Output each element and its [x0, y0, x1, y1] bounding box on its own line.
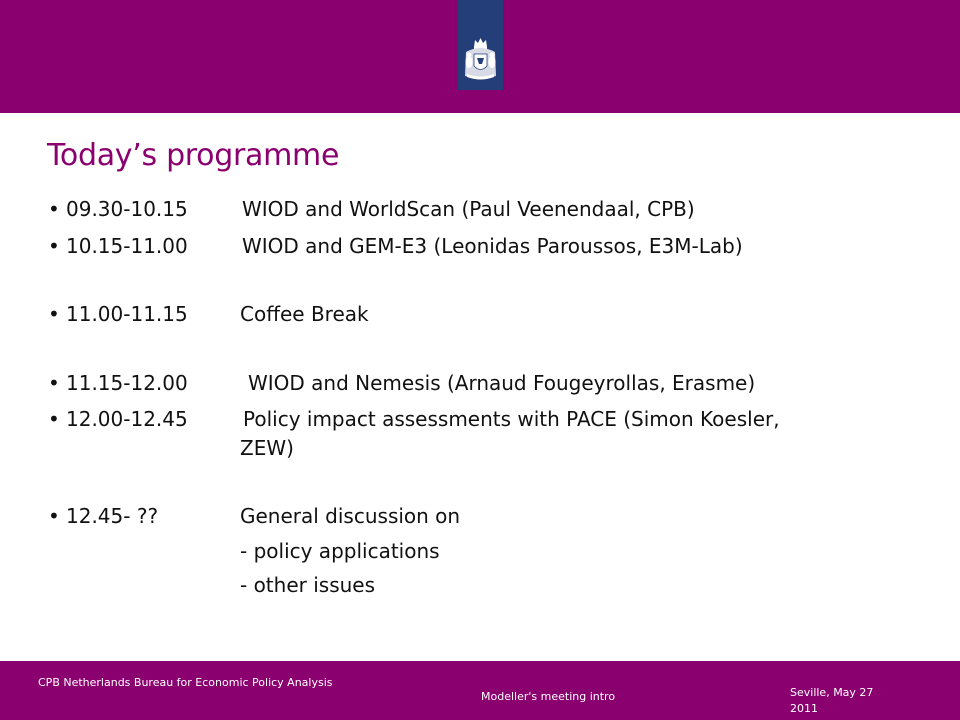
agenda-time: 09.30-10.15 [66, 197, 188, 221]
bullet-icon: • [48, 197, 60, 221]
agenda-time: 12.45- ?? [66, 504, 159, 528]
bullet-icon: • [48, 407, 60, 431]
agenda-time: 10.15-11.00 [66, 234, 188, 258]
agenda-description: Policy impact assessments with PACE (Simon Koesler, [243, 407, 780, 431]
logo-badge [458, 0, 503, 90]
footer-organization: CPB Netherlands Bureau for Economic Policy Analysis [38, 676, 333, 689]
footer-meeting-title: Modeller's meeting intro [481, 690, 616, 703]
sub-point: - other issues [240, 573, 376, 597]
bullet-icon: • [48, 302, 60, 326]
footer-date [790, 685, 910, 717]
agenda-time: 11.00-11.15 [66, 302, 188, 326]
slide-title: Today’s programme [47, 138, 340, 173]
agenda-description: WIOD and Nemesis (Arnaud Fougeyrollas, Erasme) [248, 371, 756, 395]
agenda-time: 12.00-12.45 [66, 407, 188, 431]
footer-date-line2: 2011 [790, 702, 818, 715]
agenda-description: Coffee Break [240, 302, 369, 326]
royal-coat-of-arms-icon [458, 0, 503, 90]
bullet-icon: • [48, 504, 60, 528]
header-band [0, 0, 960, 113]
agenda-description: General discussion on [240, 504, 461, 528]
agenda-description: WIOD and WorldScan (Paul Veenendaal, CPB) [242, 197, 695, 221]
footer-date-line1: Seville, May 27 [790, 686, 874, 699]
agenda-time: 11.15-12.00 [66, 371, 188, 395]
sub-point: - policy applications [240, 539, 440, 563]
bullet-icon: • [48, 234, 60, 258]
agenda-description: WIOD and GEM-E3 (Leonidas Paroussos, E3M-Lab) [242, 234, 743, 258]
agenda-description-continued: ZEW) [240, 436, 294, 460]
bullet-icon: • [48, 371, 60, 395]
